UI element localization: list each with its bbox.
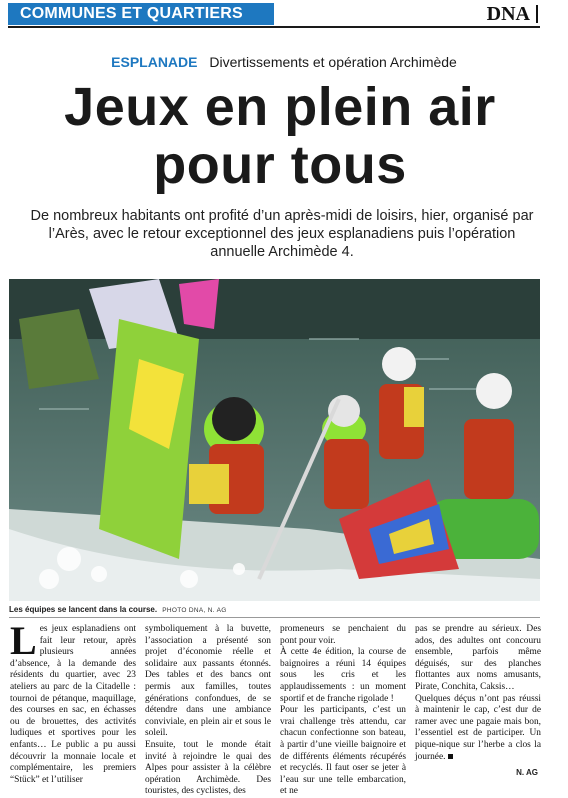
caption-divider	[9, 617, 540, 618]
newspaper-logo: DNA	[486, 3, 530, 25]
column-2-text: symboliquement à la buvette, l’association a présenté son projet d’économie réelle et solidaire aux passants étonnés. Des tables et des bancs ont permis aux familles, toutes générations confondues, de se détendre dans une ambiance conviviale, en plein air et sous le soleil.	[145, 624, 271, 739]
kicker-text: Divertissements et opération Archimède	[209, 54, 457, 70]
column-4-text-b: Quelques déçus n’ont pas réussi à maintenir le cap, c’est dur de ramer avec une pagaie mais bon, l’essentiel est de participer. Un pique-nique sur l’herbe a clos la journée.	[415, 693, 541, 762]
column-3-text-c: Pour les participants, c’est un vrai challenge très attendu, car chacun confectionne son bateau, à partir d’une vieille baignoire et de différents éléments récupérés et recyclés. Il faut oser se jeter à l’eau sur une telle embarcation, et ne	[280, 705, 406, 797]
body-column-1	[10, 618, 136, 786]
article-title	[10, 78, 550, 194]
title-line-2: pour tous	[153, 135, 407, 195]
body-column-3	[280, 624, 406, 798]
photo-illustration	[9, 279, 540, 601]
photo-credit: PHOTO DNA, N. AG	[162, 607, 227, 614]
dropcap: L	[10, 618, 37, 663]
column-1-text: es jeux esplanadiens ont fait leur retour, après plusieurs années d’absence, à la demande des résidents du quartier, avec 23 ateliers au parc de la Citadelle : tournoi de pétanque, maquillage, des courses en sac, en échasses ou de brouettes, des activités ludiques et sportives pour les enfants… Le public a pu aussi découvrir la monnaie locale et complémentaire, les premiers “Stück” et l’utiliser	[10, 624, 136, 785]
caption-text: Les équipes se lancent dans la course.	[9, 605, 158, 614]
body-column-4	[415, 624, 541, 763]
section-header	[8, 0, 540, 28]
body-column-2	[145, 624, 271, 798]
column-2-text-b: Ensuite, tout le monde était invité à rejoindre le quai des Alpes pour assister à la célèbre opération Archimède. Des touristes, des cyclistes, des	[145, 739, 271, 797]
photo-caption	[9, 605, 227, 614]
end-of-article-icon	[448, 754, 453, 759]
article-lead: De nombreux habitants ont profité d’un après-midi de loisirs, hier, organisé par l’Arès, avec le retour exceptionnel des jeux esplanadiens puis l’opération annuelle Archimède 4.	[30, 208, 534, 260]
column-3-text: promeneurs se penchaient du pont pour voir.	[280, 624, 406, 646]
article-kicker	[0, 54, 568, 70]
article-byline: N. AG	[516, 768, 538, 777]
title-line-1: Jeux en plein air	[64, 77, 496, 137]
logo-divider	[536, 5, 538, 23]
column-4-text: pas se prendre au sérieux. Des ados, des adultes ont concouru ensemble, parfois même déguisés, sur des planches flottantes aux noms amusants, Pirate, Conchita, Caksis…	[415, 624, 541, 692]
kicker-tag: ESPLANADE	[111, 54, 198, 70]
section-rubric: COMMUNES ET QUARTIERS	[8, 3, 274, 25]
article-photo	[9, 279, 540, 601]
column-3-text-b: À cette 4e édition, la course de baignoires a réuni 14 équipes sous les cris et les applaudissements : un moment sportif et de franche rigolade !	[280, 647, 406, 704]
